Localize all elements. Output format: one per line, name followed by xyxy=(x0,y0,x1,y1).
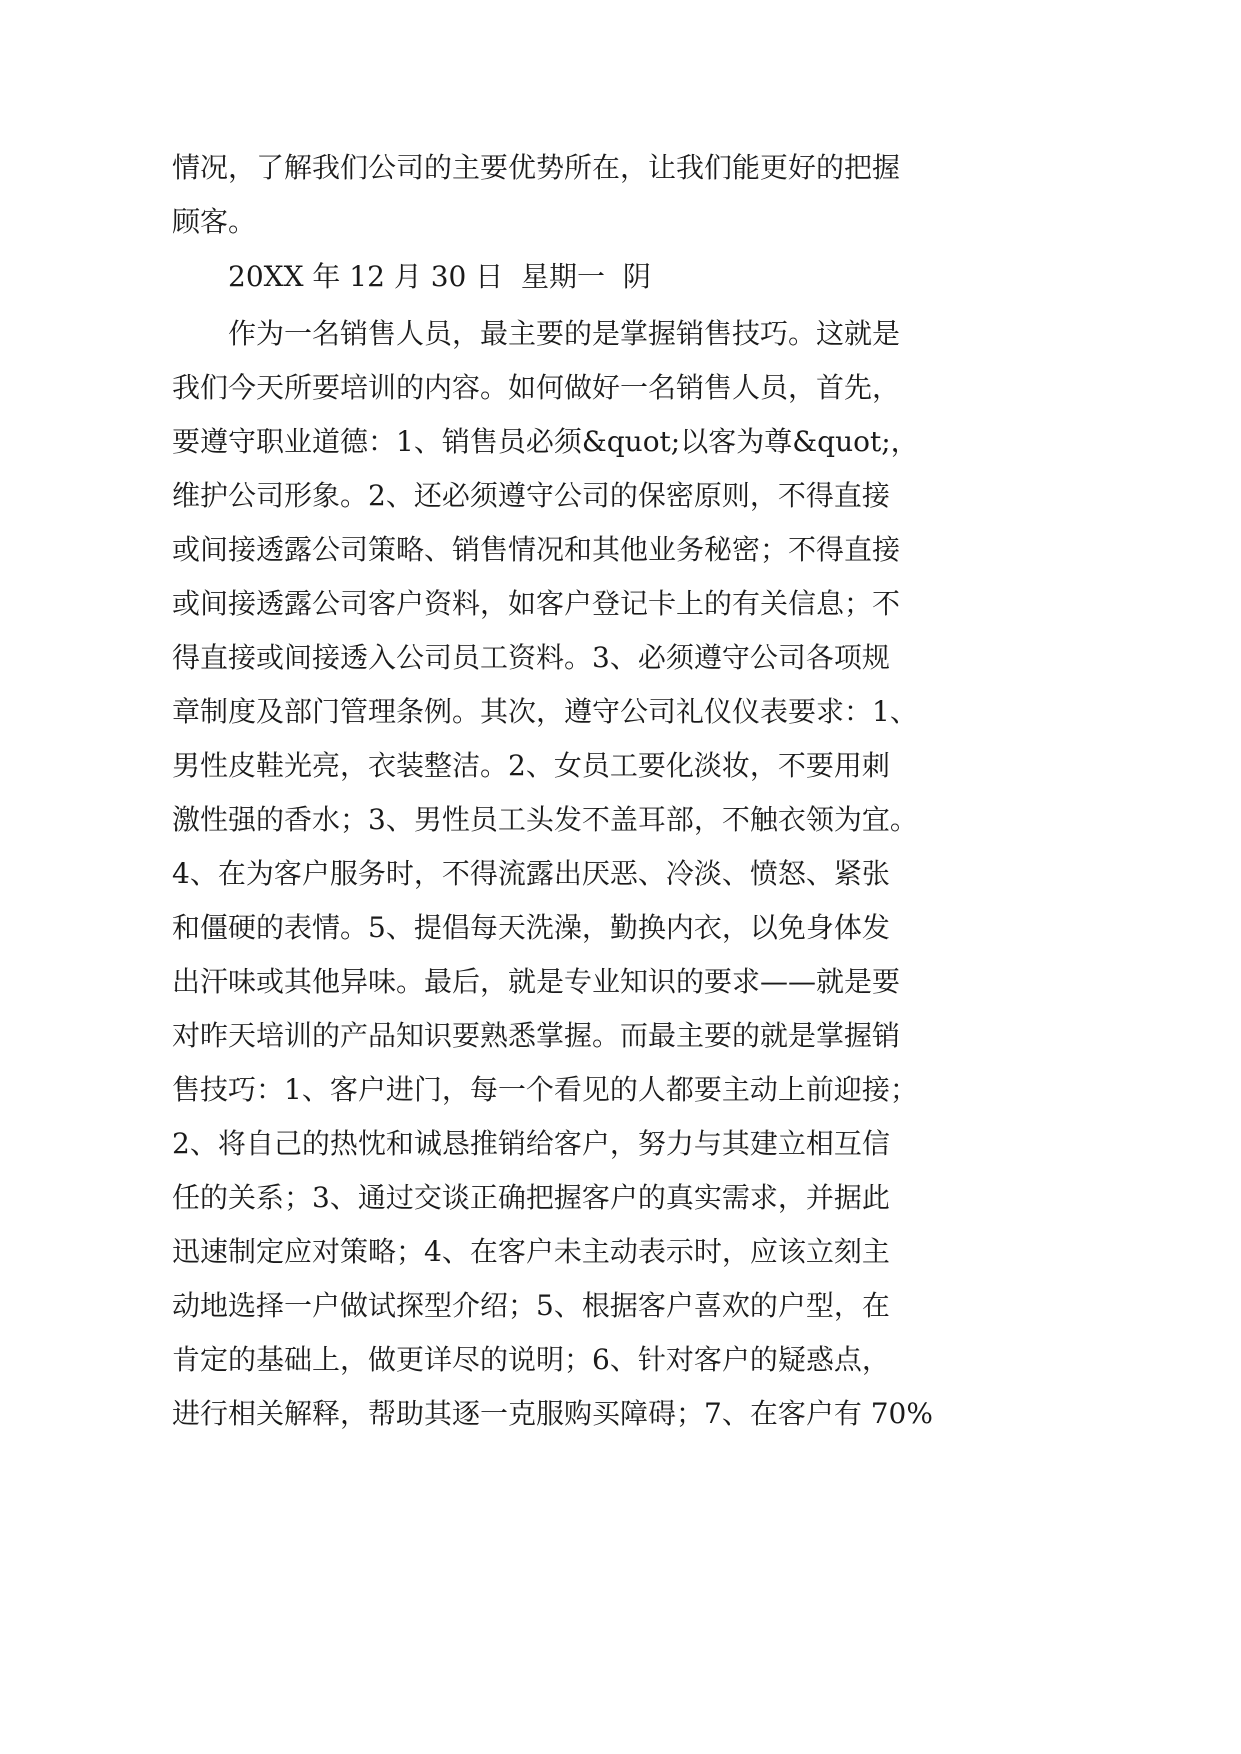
text-line: 和僵硬的表情。5、提倡每天洗澡，勤换内衣，以免身体发 xyxy=(172,911,890,944)
text-line: 章制度及部门管理条例。其次，遵守公司礼仪仪表要求：1、 xyxy=(172,695,918,728)
text-line: 售技巧：1、客户进门，每一个看见的人都要主动上前迎接； xyxy=(172,1073,918,1106)
text-line: 2、将自己的热忱和诚恳推销给客户，努力与其建立相互信 xyxy=(172,1127,890,1160)
text-line: 或间接透露公司客户资料，如客户登记卡上的有关信息；不 xyxy=(172,587,901,620)
text-line: 得直接或间接透入公司员工资料。3、必须遵守公司各项规 xyxy=(172,641,890,674)
text-line: 进行相关解释，帮助其逐一克服购买障碍；7、在客户有 70% xyxy=(172,1397,933,1430)
date-line: 20XX 年 12 月 30 日 星期一 阴 xyxy=(228,260,651,293)
text-line: 情况，了解我们公司的主要优势所在，让我们能更好的把握 xyxy=(172,151,901,184)
text-line: 动地选择一户做试探型介绍；5、根据客户喜欢的户型，在 xyxy=(172,1289,890,1322)
text-line: 出汗味或其他异味。最后，就是专业知识的要求——就是要 xyxy=(172,965,901,998)
text-line: 任的关系；3、通过交谈正确把握客户的真实需求，并据此 xyxy=(172,1181,890,1214)
text-line: 对昨天培训的产品知识要熟悉掌握。而最主要的就是掌握销 xyxy=(172,1019,901,1052)
text-line: 我们今天所要培训的内容。如何做好一名销售人员，首先， xyxy=(172,371,901,404)
text-line: 4、在为客户服务时，不得流露出厌恶、冷淡、愤怒、紧张 xyxy=(172,857,890,890)
text-line: 激性强的香水；3、男性员工头发不盖耳部，不触衣领为宜。 xyxy=(172,803,918,836)
text-line: 肯定的基础上，做更详尽的说明；6、针对客户的疑惑点， xyxy=(172,1343,890,1376)
text-line: 迅速制定应对策略；4、在客户未主动表示时，应该立刻主 xyxy=(172,1235,890,1268)
text-line: 顾客。 xyxy=(172,205,257,238)
text-line: 男性皮鞋光亮，衣装整洁。2、女员工要化淡妆，不要用刺 xyxy=(172,749,890,782)
text-line: 要遵守职业道德：1、销售员必须&quot;以客为尊&quot;， xyxy=(172,425,919,458)
text-line: 维护公司形象。2、还必须遵守公司的保密原则，不得直接 xyxy=(172,479,890,512)
text-line: 作为一名销售人员，最主要的是掌握销售技巧。这就是 xyxy=(228,317,901,350)
text-line: 或间接透露公司策略、销售情况和其他业务秘密；不得直接 xyxy=(172,533,901,566)
